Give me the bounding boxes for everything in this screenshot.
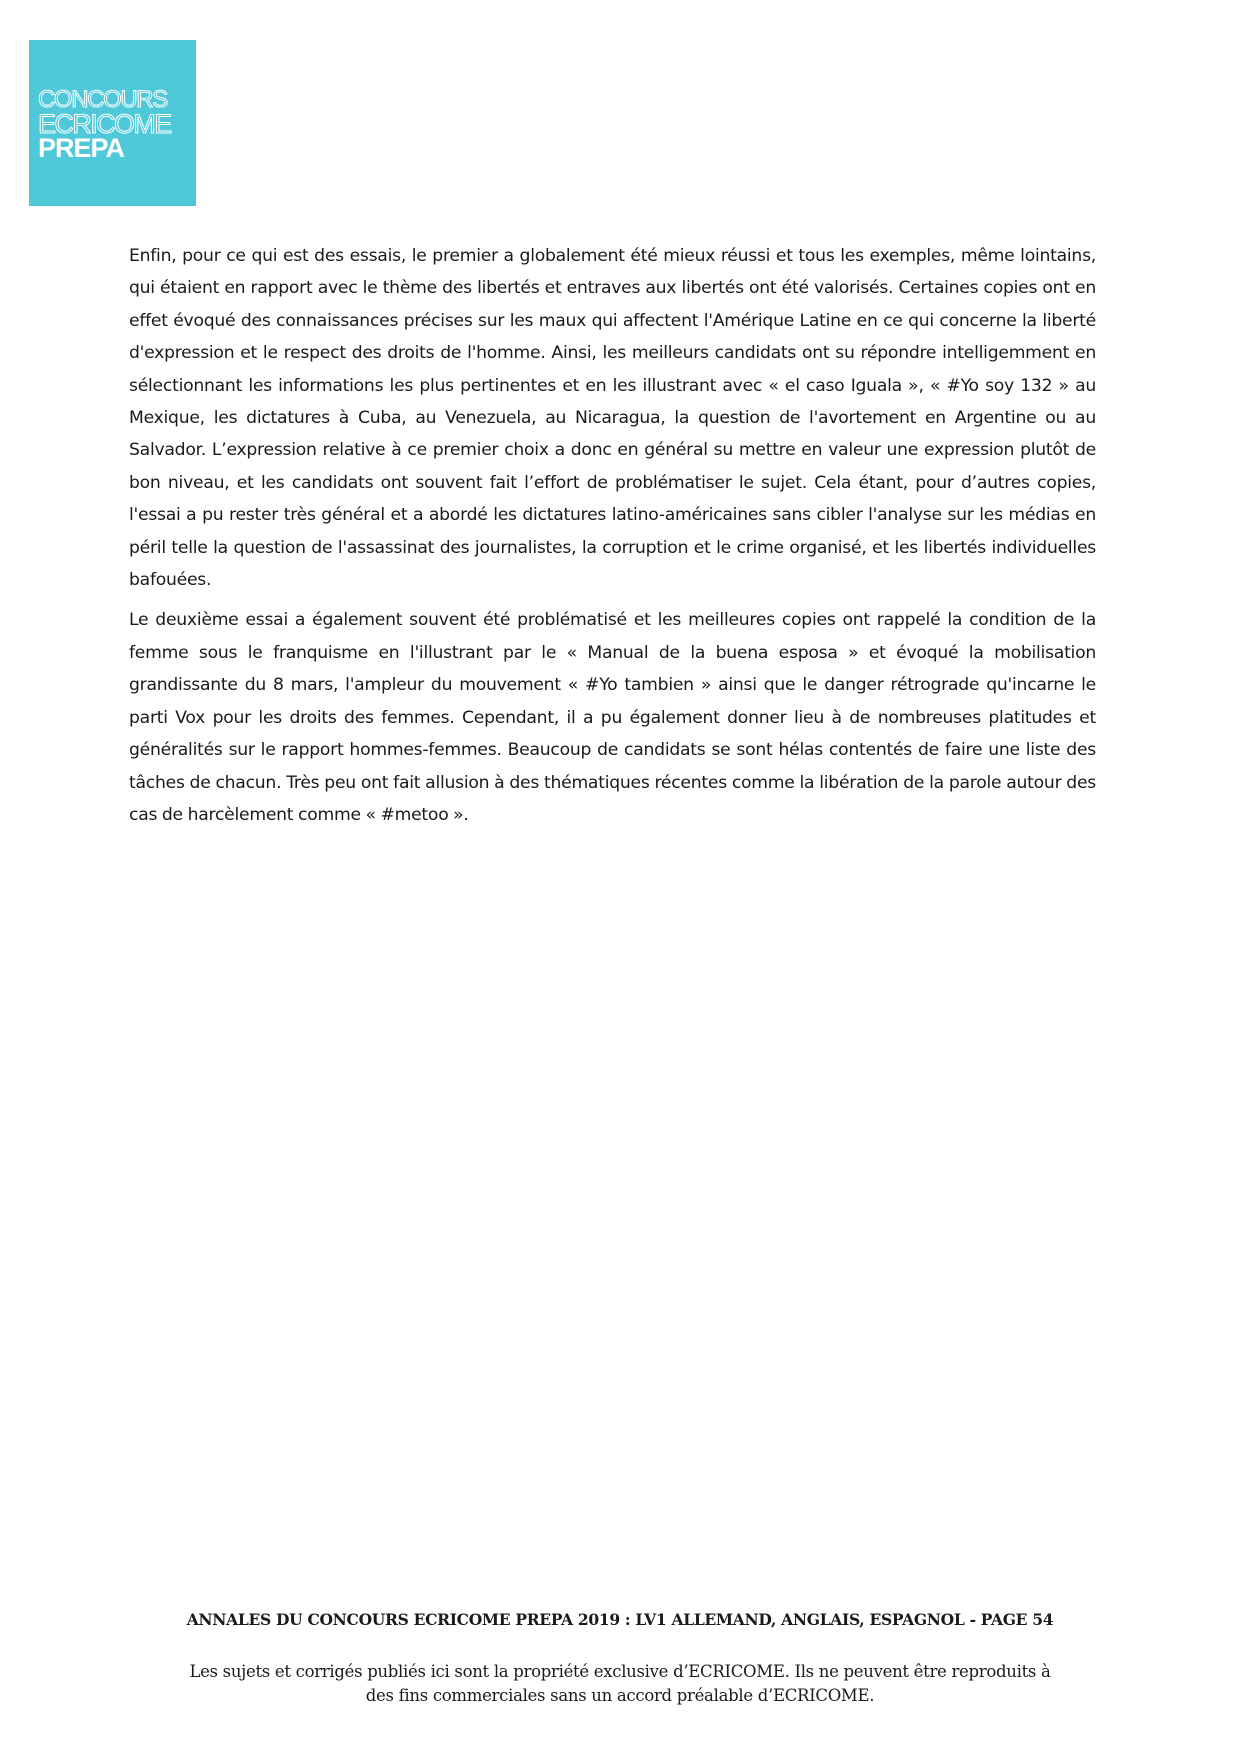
paragraph-first-essay: Enfin, pour ce qui est des essais, le premier a globalement été mieux réussi et tous les exemples, même lointains, qui étaient en rapport avec le thème des libertés et entraves aux libertés ont été valorisés. Certaines copies ont en effet évoqué des connaissances précises sur les maux qui affectent l'Amérique Latine en ce qui concerne la liberté d'expression et le respect des droits de l'homme. Ainsi, les meilleurs candidats ont su répondre intelligemment en sélectionnant les informations les plus pertinentes et en les illustrant avec « el caso Iguala », « #Yo soy 132 » au Mexique, les dictatures à Cuba, au Venezuela, au Nicaragua, la question de l'avortement en Argentine ou au Salvador. L’expression relative à ce premier choix a donc en général su mettre en valeur une expression plutôt de bon niveau, et les candidats ont souvent fait l’effort de problématiser le sujet. Cela étant, pour d’autres copies, l'essai a pu rester très général et a abordé les dictatures latino-américaines sans cibler l'analyse sur les médias en péril telle la question de l'assassinat des journalistes, la corruption et le crime organisé, et les libertés individuelles bafouées. <box>129 246 1096 591</box>
paragraph-second-essay: Le deuxième essai a également souvent été problématisé et les meilleures copies ont rappelé la condition de la femme sous le franquisme en l'illustrant par le « Manual de la buena esposa » et évoqué la mobilisation grandissante du 8 mars, l'ampleur du mouvement « #Yo tambien » ainsi que le danger rétrograde qu'incarne le parti Vox pour les droits des femmes. Cependant, il a pu également donner lieu à de nombreuses platitudes et généralités sur le rapport hommes-femmes. Beaucoup de candidats se sont hélas contentés de faire une liste des tâches de chacun. Très peu ont fait allusion à des thématiques récentes comme la libération de la parole autour des cas de harcèlement comme « #metoo ». <box>129 610 1096 825</box>
footer-copyright-note <box>150 1660 1090 1708</box>
report-body <box>129 240 1096 839</box>
footer-note-line-1: Les sujets et corrigés publiés ici sont la propriété exclusive d’ECRICOME. Ils ne peuvent être reproduits à <box>189 1662 1051 1681</box>
footer-note-line-2: des fins commerciales sans un accord préalable d’ECRICOME. <box>365 1686 875 1705</box>
footer-title: ANNALES DU CONCOURS ECRICOME PREPA 2019 : LV1 ALLEMAND, ANGLAIS, ESPAGNOL - PAGE 54 <box>186 1610 1054 1629</box>
logo-line-prepa: PREPA <box>38 133 125 163</box>
ecricome-logo <box>29 40 196 206</box>
logo-line-concours: CONCOURS <box>38 86 167 113</box>
logo-line-ecricome: ECRICOME <box>38 109 171 139</box>
